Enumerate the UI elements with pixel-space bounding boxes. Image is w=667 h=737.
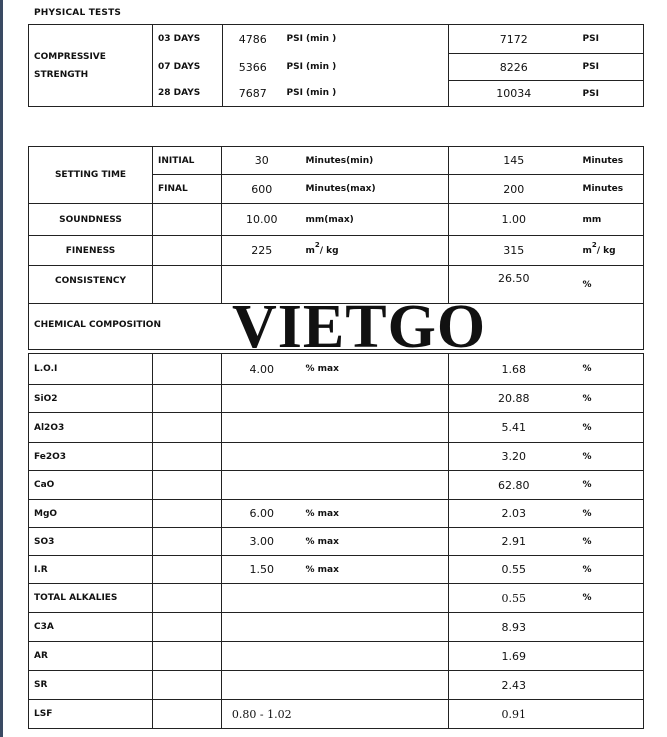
result-unit: Minutes <box>579 175 644 204</box>
result-unit <box>579 700 644 729</box>
spec-value: 3.00 <box>222 528 302 556</box>
empty-cell <box>153 642 222 671</box>
unit-sup: 2 <box>314 240 320 249</box>
chemical-composition-table <box>28 353 644 729</box>
spec-value: 600 <box>222 175 302 204</box>
table-row <box>29 500 644 528</box>
spec-value: 4786 <box>223 25 283 54</box>
spec-unit: PSI (min ) <box>283 54 449 81</box>
unit-tail: / kg <box>596 245 616 256</box>
spec-value <box>222 642 302 671</box>
left-edge-bar <box>0 0 3 737</box>
empty-cell <box>153 500 222 528</box>
result-value: 8226 <box>449 54 579 81</box>
table-row <box>29 385 644 413</box>
result-unit: PSI <box>579 25 644 54</box>
spec-unit: % max <box>302 500 449 528</box>
result-value: 3.20 <box>449 443 579 471</box>
spec-value: 7687 <box>223 81 283 107</box>
spec-unit: % max <box>302 354 449 385</box>
compressive-label-line2: STRENGTH <box>34 69 89 80</box>
spec-unit <box>302 700 449 729</box>
result-value: 2.03 <box>449 500 579 528</box>
spec-value <box>222 584 302 613</box>
spec-unit <box>302 642 449 671</box>
setting-initial-label: INITIAL <box>153 147 222 175</box>
result-unit: % <box>579 413 644 443</box>
setting-time-label: SETTING TIME <box>29 147 153 204</box>
component-name: SO3 <box>29 528 153 556</box>
table-row <box>29 700 644 729</box>
result-value: 0.55 <box>449 556 579 584</box>
spec-value <box>222 471 302 500</box>
result-value: 2.91 <box>449 528 579 556</box>
age-cell: 28 DAYS <box>153 81 223 107</box>
result-unit: % <box>579 385 644 413</box>
component-name: C3A <box>29 613 153 642</box>
spec-value: 4.00 <box>222 354 302 385</box>
result-unit <box>579 642 644 671</box>
table-row <box>29 642 644 671</box>
spec-unit <box>302 413 449 443</box>
spec-value: 10.00 <box>222 204 302 236</box>
table-row <box>29 147 644 175</box>
result-unit: PSI <box>579 81 644 107</box>
spec-value: 30 <box>222 147 302 175</box>
component-name: AR <box>29 642 153 671</box>
table-row <box>29 471 644 500</box>
spec-unit: Minutes(min) <box>302 147 449 175</box>
section-title: PHYSICAL TESTS <box>34 8 122 18</box>
component-name: I.R <box>29 556 153 584</box>
empty-cell <box>153 236 222 266</box>
table-row <box>29 204 644 236</box>
empty-cell <box>153 613 222 642</box>
component-name: SR <box>29 671 153 700</box>
result-unit: % <box>579 528 644 556</box>
result-unit: Minutes <box>579 147 644 175</box>
result-unit: % <box>579 556 644 584</box>
table-row <box>29 584 644 613</box>
spec-value: 1.50 <box>222 556 302 584</box>
empty-cell <box>153 671 222 700</box>
spec-unit: PSI (min ) <box>283 25 449 54</box>
spec-value <box>222 443 302 471</box>
result-value: 200 <box>449 175 579 204</box>
table-row <box>29 528 644 556</box>
empty-cell <box>153 443 222 471</box>
table-row <box>29 671 644 700</box>
result-value: 20.88 <box>449 385 579 413</box>
result-unit: PSI <box>579 54 644 81</box>
component-name: TOTAL ALKALIES <box>29 584 153 613</box>
spec-value <box>222 613 302 642</box>
spec-unit: mm(max) <box>302 204 449 236</box>
spec-unit <box>302 443 449 471</box>
spec-value: 6.00 <box>222 500 302 528</box>
result-value: 0.55 <box>449 584 579 613</box>
age-cell: 07 DAYS <box>153 54 223 81</box>
spec-value <box>222 671 302 700</box>
spec-value: 5366 <box>238 60 267 74</box>
empty-cell <box>153 413 222 443</box>
spec-unit <box>302 613 449 642</box>
spec-unit: PSI (min ) <box>283 81 449 107</box>
result-unit: % <box>579 266 644 304</box>
result-value: 1.68 <box>449 354 579 385</box>
empty-cell <box>153 266 222 304</box>
spec-unit: % max <box>302 528 449 556</box>
chemical-composition-title: CHEMICAL COMPOSITION <box>29 304 449 350</box>
result-unit: % <box>579 471 644 500</box>
fineness-spec-unit <box>302 236 449 266</box>
unit-base: m <box>582 245 592 256</box>
component-name: SiO2 <box>29 385 153 413</box>
spec-unit: % max <box>302 556 449 584</box>
result-value: 10034 <box>449 81 579 107</box>
result-value: 7172 <box>449 25 579 54</box>
unit-tail: / kg <box>319 245 339 256</box>
table-row <box>29 443 644 471</box>
result-value: 0.91 <box>449 700 579 729</box>
table-row <box>29 25 644 54</box>
component-name: L.O.I <box>29 354 153 385</box>
empty-cell <box>153 354 222 385</box>
component-name: LSF <box>29 700 153 729</box>
result-value: 315 <box>449 236 579 266</box>
spec-value: 0.80 - 1.02 <box>222 700 302 729</box>
spec-unit <box>302 584 449 613</box>
fineness-label: FINENESS <box>29 236 153 266</box>
spec-unit <box>302 671 449 700</box>
empty-cell <box>153 385 222 413</box>
result-unit: mm <box>579 204 644 236</box>
result-value: 1.00 <box>449 204 579 236</box>
result-value: 1.69 <box>449 642 579 671</box>
unit-base: m <box>305 245 315 256</box>
component-name: CaO <box>29 471 153 500</box>
table-row <box>29 413 644 443</box>
spec-value: 225 <box>222 236 302 266</box>
compressive-label-line1: COMPRESSIVE <box>34 51 106 62</box>
unit-sup: 2 <box>591 240 597 249</box>
spec-value <box>222 385 302 413</box>
spec-unit: Minutes(max) <box>302 175 449 204</box>
table-row <box>29 556 644 584</box>
result-value: 26.50 <box>449 266 579 304</box>
result-value: 145 <box>449 147 579 175</box>
empty-cell <box>153 700 222 729</box>
component-name: MgO <box>29 500 153 528</box>
spec-value <box>222 413 302 443</box>
empty-cell <box>153 584 222 613</box>
result-unit: % <box>579 354 644 385</box>
fineness-result-unit <box>579 236 644 266</box>
result-value: 5.41 <box>449 413 579 443</box>
table-row <box>29 613 644 642</box>
result-unit <box>579 613 644 642</box>
result-unit: % <box>579 584 644 613</box>
compressive-strength-table <box>28 24 644 107</box>
result-unit <box>579 671 644 700</box>
table-row <box>29 236 644 266</box>
result-value: 62.80 <box>449 471 579 500</box>
setting-final-label: FINAL <box>153 175 222 204</box>
result-unit: % <box>579 443 644 471</box>
empty-cell <box>153 528 222 556</box>
compressive-label <box>29 25 153 107</box>
spec-unit <box>302 385 449 413</box>
soundness-label: SOUNDNESS <box>29 204 153 236</box>
consistency-label: CONSISTENCY <box>29 266 153 304</box>
result-unit: % <box>579 500 644 528</box>
vietgo-watermark: VIETGO <box>232 293 487 361</box>
component-name: Al2O3 <box>29 413 153 443</box>
empty-cell <box>153 204 222 236</box>
result-value: 8.93 <box>449 613 579 642</box>
spec-unit <box>302 471 449 500</box>
component-name: Fe2O3 <box>29 443 153 471</box>
empty-cell <box>153 471 222 500</box>
age-cell: 03 DAYS <box>153 25 223 54</box>
result-value: 2.43 <box>449 671 579 700</box>
empty-cell <box>153 556 222 584</box>
